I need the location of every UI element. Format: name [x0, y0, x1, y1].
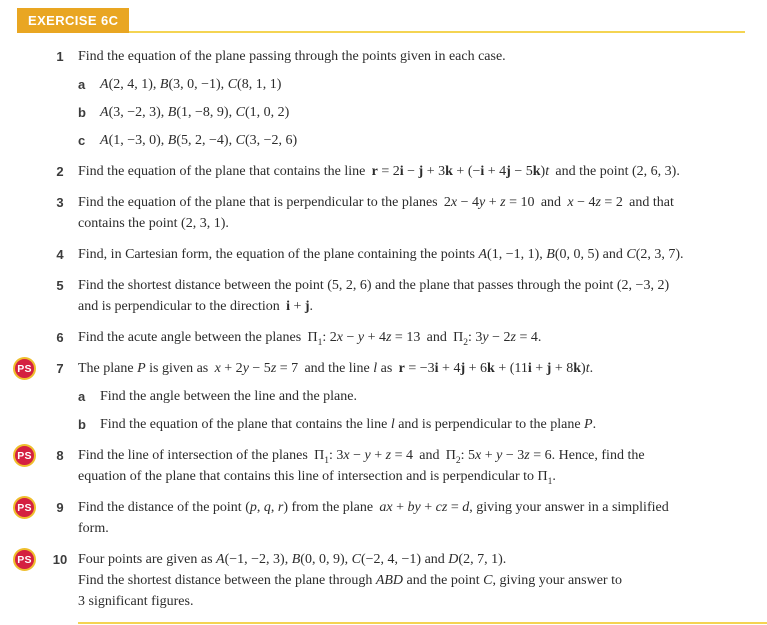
text-run: − 5 — [510, 164, 533, 179]
math-token: ax — [379, 500, 393, 515]
text-run: − 4 — [457, 195, 480, 210]
ps-badge: PS — [13, 357, 36, 380]
subpart-b — [78, 102, 767, 123]
question-body — [78, 358, 767, 435]
question-number: 3 — [56, 195, 64, 210]
math-token: P — [137, 361, 146, 376]
math-token: B — [167, 105, 177, 120]
question-number: 1 — [56, 49, 64, 64]
text-run: + — [420, 500, 436, 515]
text-run: Find the equation of the plane passing through the points given in each case. — [78, 49, 506, 64]
text-run: (1, 0, 2) — [244, 105, 290, 120]
text-run: + — [485, 195, 501, 210]
text-run: Find the distance of the point ( — [78, 500, 250, 515]
text-run: = −3 — [404, 361, 435, 376]
text-run: = 6. Hence, find the — [529, 448, 645, 463]
question-number: 6 — [56, 330, 64, 345]
math-token: C — [227, 77, 238, 92]
text-run: as — [377, 361, 399, 376]
question-line — [100, 414, 767, 435]
text-run: , — [256, 500, 264, 515]
text-run: + 4 — [484, 164, 507, 179]
math-token: B — [546, 247, 555, 262]
math-token: p — [249, 500, 257, 515]
question-line — [78, 591, 767, 612]
math-token: r — [398, 361, 405, 376]
question-line — [78, 161, 767, 182]
subpart-label: a — [78, 389, 86, 404]
math-token: k — [573, 361, 582, 376]
math-token: y — [496, 448, 503, 463]
math-token: C — [626, 247, 636, 262]
text-run: . — [589, 361, 594, 376]
question-body — [78, 275, 767, 317]
question-body — [78, 497, 767, 539]
math-token: z — [385, 330, 392, 345]
subpart-label: b — [78, 105, 86, 120]
question-2 — [0, 161, 767, 182]
text-run: + — [481, 448, 497, 463]
math-token: k — [487, 361, 495, 376]
math-token: B — [291, 552, 301, 567]
math-token: j — [460, 361, 466, 376]
question-body — [78, 244, 767, 265]
question-line — [78, 518, 767, 539]
text-run: + (− — [452, 164, 481, 179]
math-token: cz — [435, 500, 448, 515]
math-token: C — [483, 573, 493, 588]
math-token: P — [584, 417, 593, 432]
math-token: d — [462, 500, 470, 515]
math-token: r — [371, 164, 378, 179]
question-body — [78, 327, 767, 348]
question-number: 9 — [56, 500, 64, 515]
question-line — [78, 296, 767, 317]
text-run: Find the equation of the plane that contains the line — [78, 164, 372, 179]
question-body — [78, 445, 767, 487]
math-token: y — [364, 448, 371, 463]
math-token: C — [351, 552, 361, 567]
text-run: (8, 1, 1) — [237, 77, 282, 92]
math-token: z — [385, 448, 392, 463]
math-token: x — [475, 448, 482, 463]
question-number: 4 — [56, 247, 64, 262]
math-token: x — [343, 448, 350, 463]
question-body — [78, 192, 767, 234]
subpart-a — [78, 74, 767, 95]
text-run: + — [392, 500, 408, 515]
math-token: t — [585, 361, 590, 376]
question-9 — [0, 497, 767, 539]
question-4 — [0, 244, 767, 265]
text-run: (1, −3, 0), — [108, 133, 168, 148]
subpart-label: c — [78, 133, 86, 148]
subpart-label: b — [78, 417, 86, 432]
math-token: y — [482, 330, 489, 345]
question-1 — [0, 46, 767, 151]
text-run: = — [447, 500, 463, 515]
text-run: + (11 — [494, 361, 528, 376]
text-run: (2, 3, 7). — [635, 247, 684, 262]
text-run: + — [370, 448, 386, 463]
text-run: = 10 and — [505, 195, 568, 210]
text-run: + 4 — [438, 361, 461, 376]
text-run: ) — [540, 164, 546, 179]
math-token: A — [478, 247, 488, 262]
text-run: , giving your answer in a simplified — [469, 500, 669, 515]
math-token: A — [100, 105, 109, 120]
math-subscript: 1 — [317, 337, 323, 348]
text-run: Find the line of intersection of the planes Π — [78, 448, 325, 463]
text-run: (−2, 4, −1) and — [360, 552, 449, 567]
text-run: and is perpendicular to the plane — [394, 417, 585, 432]
ps-badge: PS — [13, 444, 36, 467]
math-token: i — [434, 361, 439, 376]
text-run: Four points are given as — [78, 552, 217, 567]
text-run: + 4 — [364, 330, 386, 345]
math-token: l — [390, 417, 395, 432]
text-run: contains the point (2, 3, 1). — [78, 216, 229, 231]
text-run: + 8 — [551, 361, 574, 376]
text-run: , giving your answer to — [492, 573, 622, 588]
text-run: = 4 and Π — [391, 448, 456, 463]
exercise-header — [0, 0, 767, 33]
question-line — [100, 386, 767, 407]
bottom-rule — [78, 622, 767, 624]
math-token: y — [479, 195, 486, 210]
question-line — [78, 549, 767, 570]
math-token: D — [448, 552, 459, 567]
text-run: Find the equation of the plane that is perpendicular to the planes 2 — [78, 195, 451, 210]
text-run: (1, −1, 1), — [487, 247, 547, 262]
math-token: j — [506, 164, 511, 179]
subpart-a — [78, 386, 767, 407]
text-run: = 7 and the line — [276, 361, 374, 376]
text-run: = 2 — [377, 164, 400, 179]
text-run: − 4 — [573, 195, 596, 210]
text-run: (3, −2, 6) — [244, 133, 298, 148]
text-run: (2, 7, 1). — [458, 552, 507, 567]
ps-badge: PS — [13, 496, 36, 519]
math-token: k — [445, 164, 453, 179]
math-subscript: 1 — [547, 476, 553, 487]
question-body — [78, 161, 767, 182]
text-run: − — [403, 164, 419, 179]
math-token: i — [480, 164, 485, 179]
question-line — [78, 46, 767, 67]
question-5 — [0, 275, 767, 317]
question-10 — [0, 549, 767, 612]
math-token: q — [263, 500, 271, 515]
question-number: 2 — [56, 164, 64, 179]
text-run: ) from the plane — [283, 500, 380, 515]
question-line — [78, 445, 767, 466]
text-run: Find the shortest distance between the point (5, 2, 6) and the plane that passes through the point (2, −3, 2) — [78, 278, 670, 293]
text-run: + 3 — [423, 164, 446, 179]
text-run: = 4. — [515, 330, 542, 345]
question-body — [78, 549, 767, 612]
question-line — [78, 497, 767, 518]
question-line — [78, 244, 767, 265]
text-run: − 5 — [248, 361, 271, 376]
text-run: (1, −8, 9), — [176, 105, 236, 120]
math-token: j — [304, 299, 310, 314]
question-line — [100, 130, 767, 151]
math-token: l — [373, 361, 378, 376]
text-run: and the point — [403, 573, 484, 588]
math-token: A — [216, 552, 225, 567]
text-run: The plane — [78, 361, 138, 376]
text-run: (0, 0, 5) and — [554, 247, 627, 262]
question-3 — [0, 192, 767, 234]
text-run: is given as — [145, 361, 215, 376]
text-run: − 2 — [488, 330, 511, 345]
text-run: + 6 — [465, 361, 488, 376]
text-run: = 2 and that — [600, 195, 674, 210]
math-token: C — [235, 105, 245, 120]
text-run: − — [342, 330, 358, 345]
math-token: z — [500, 195, 506, 210]
math-token: x — [567, 195, 574, 210]
math-token: y — [357, 330, 365, 345]
text-run: and the point (2, 6, 3). — [549, 164, 680, 179]
text-run: Find the acute angle between the planes Π — [78, 330, 318, 345]
math-token: B — [167, 133, 177, 148]
question-body — [78, 46, 767, 151]
question-line — [100, 102, 767, 123]
text-run: − 3 — [502, 448, 525, 463]
ps-badge: PS — [13, 548, 36, 571]
text-run: Find the equation of the plane that contains the line — [100, 417, 391, 432]
math-token: k — [532, 164, 541, 179]
text-run: : 5 — [460, 448, 476, 463]
question-line — [78, 213, 767, 234]
text-run: = 13 and Π — [391, 330, 464, 345]
math-token: j — [418, 164, 424, 179]
math-token: y — [242, 361, 249, 376]
subpart-label: a — [78, 77, 86, 92]
math-token: x — [214, 361, 221, 376]
question-line — [78, 466, 767, 487]
question-number: 5 — [56, 278, 64, 293]
subpart-c — [78, 130, 767, 151]
text-run: Find the angle between the line and the plane. — [100, 389, 357, 404]
math-token: ABD — [375, 573, 404, 588]
text-run: . — [552, 469, 556, 484]
math-token: A — [100, 133, 109, 148]
math-subscript: 2 — [463, 337, 469, 348]
text-run: Find the shortest distance between the plane through — [78, 573, 376, 588]
text-run: (3, 0, −1), — [168, 77, 228, 92]
math-subscript: 2 — [455, 455, 461, 466]
question-6 — [0, 327, 767, 348]
math-token: r — [277, 500, 284, 515]
text-run: , — [270, 500, 278, 515]
math-token: B — [159, 77, 169, 92]
question-line — [78, 327, 767, 348]
text-run: : 2 — [322, 330, 337, 345]
text-run: Find, in Cartesian form, the equation of the plane containing the points — [78, 247, 479, 262]
question-line — [78, 358, 767, 379]
math-token: t — [545, 164, 550, 179]
math-token: i — [399, 164, 404, 179]
text-run: (3, −2, 3), — [108, 105, 168, 120]
math-token: j — [546, 361, 552, 376]
text-run: (5, 2, −4), — [176, 133, 236, 148]
math-token: x — [450, 195, 458, 210]
text-run: : 3 — [328, 448, 344, 463]
questions — [0, 46, 767, 612]
question-line — [78, 570, 767, 591]
question-8 — [0, 445, 767, 487]
math-token: by — [407, 500, 421, 515]
text-run: form. — [78, 521, 109, 536]
math-token: z — [524, 448, 530, 463]
question-line — [100, 74, 767, 95]
math-token: z — [270, 361, 277, 376]
text-run: (0, 0, 9), — [300, 552, 352, 567]
text-run: (−1, −2, 3), — [224, 552, 292, 567]
text-run: 3 significant figures. — [78, 594, 194, 609]
subpart-b — [78, 414, 767, 435]
question-line — [78, 192, 767, 213]
math-token: A — [100, 77, 109, 92]
text-run: − — [349, 448, 365, 463]
text-run: equation of the plane that contains this line of intersection and is perpendicular to Π — [78, 469, 548, 484]
question-number: 7 — [56, 361, 64, 376]
question-7 — [0, 358, 767, 435]
text-run: + — [531, 361, 547, 376]
question-line — [78, 275, 767, 296]
question-number: 10 — [52, 552, 68, 567]
math-token: i — [286, 299, 290, 314]
text-run: and is perpendicular to the direction — [78, 299, 287, 314]
text-run: . — [592, 417, 597, 432]
math-token: C — [235, 133, 245, 148]
text-run: (2, 4, 1), — [108, 77, 160, 92]
math-token: i — [527, 361, 532, 376]
text-run: + 2 — [220, 361, 243, 376]
text-run: ) — [581, 361, 586, 376]
math-token: x — [336, 330, 343, 345]
math-token: z — [595, 195, 601, 210]
exercise-badge: EXERCISE 6C — [17, 8, 129, 33]
text-run: : 3 — [468, 330, 483, 345]
text-run: + — [289, 299, 305, 314]
math-subscript: 1 — [324, 455, 329, 466]
math-token: z — [510, 330, 516, 345]
text-run: . — [309, 299, 314, 314]
question-number: 8 — [56, 448, 64, 463]
